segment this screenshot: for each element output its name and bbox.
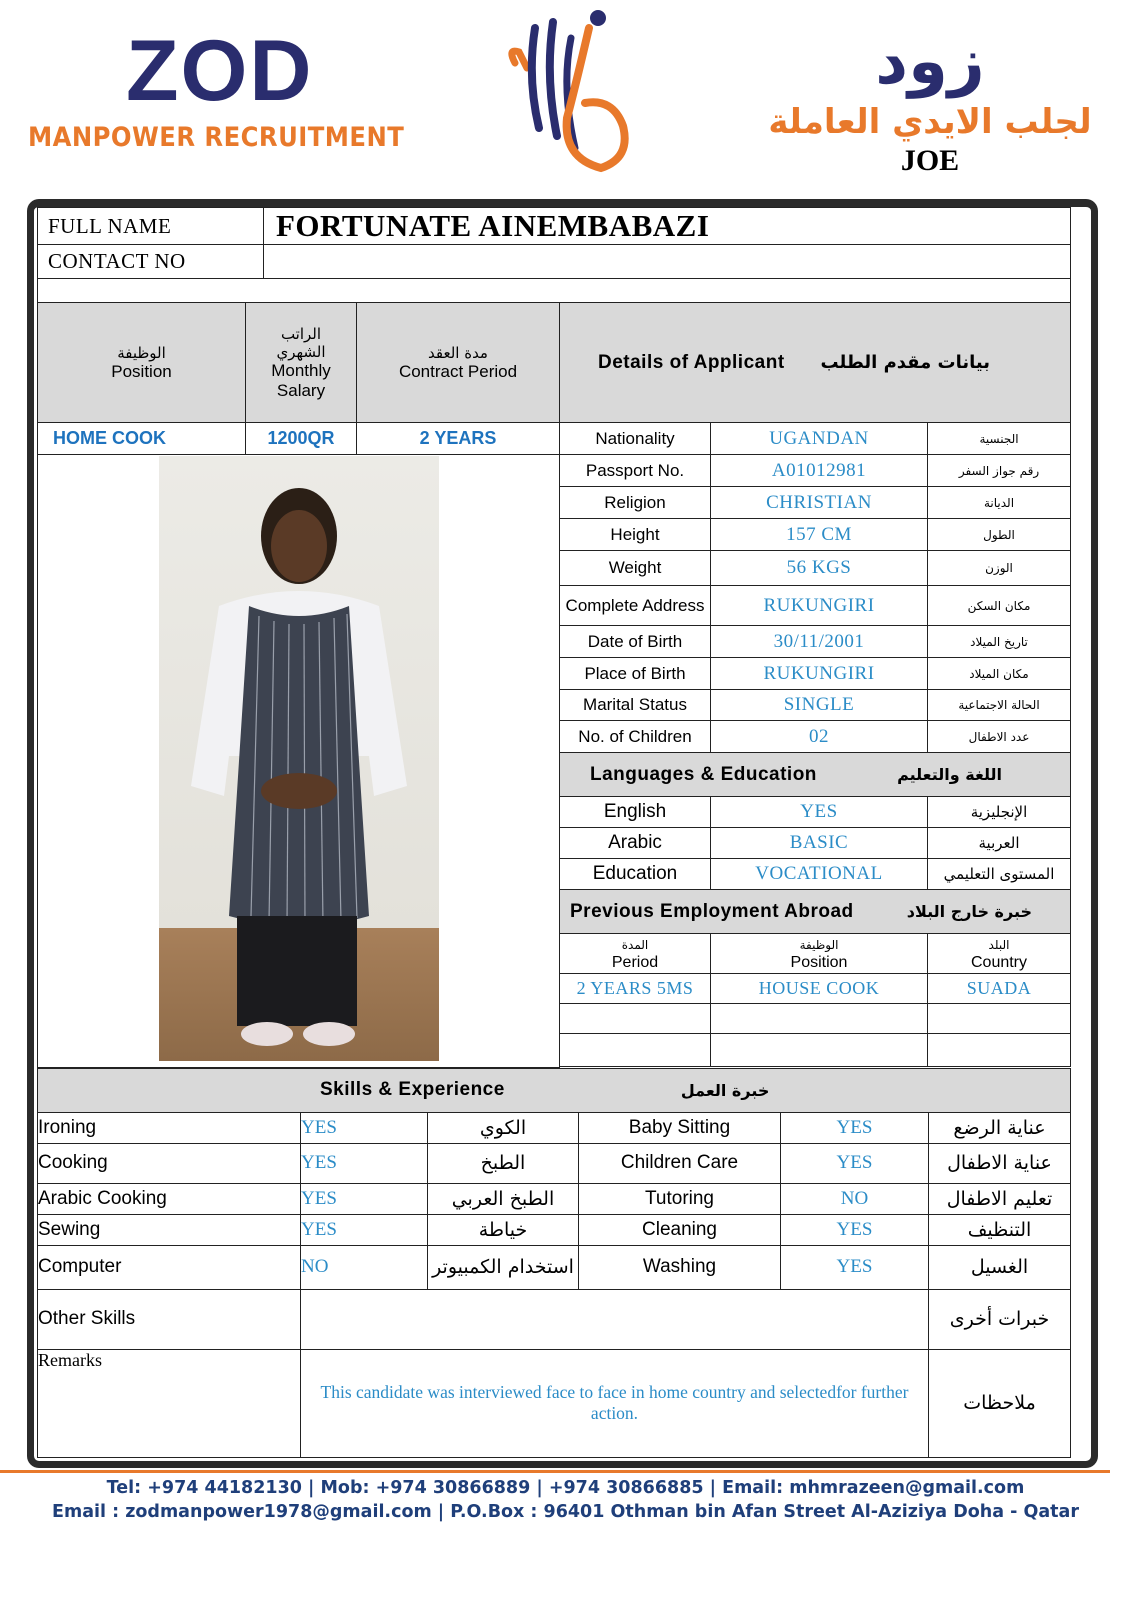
full-name-value: FORTUNATE AINEMBABAZI (264, 208, 1071, 245)
skill-label: Cooking (38, 1143, 301, 1183)
detail-value: SINGLE (711, 690, 928, 721)
detail-label: Passport No. (560, 455, 711, 487)
detail-label: No. of Children (560, 721, 711, 753)
skill-label: Ironing (38, 1112, 301, 1143)
skill-value: YES (301, 1183, 428, 1214)
brand-tagline-arabic: لجلب الايدي العاملة (768, 102, 1092, 142)
remarks-arabic: ملاحظات (929, 1349, 1071, 1457)
brand-tagline: MANPOWER RECRUITMENT (28, 122, 405, 153)
country-column-header: البلد Country (928, 934, 1071, 974)
brand-name-arabic: زود (875, 25, 985, 99)
skills-table (37, 1068, 1071, 1458)
empty-cell (560, 1034, 711, 1067)
skill-label: Arabic Cooking (38, 1183, 301, 1214)
skill-arabic: الكوي (428, 1112, 579, 1143)
detail-arabic: رقم جواز السفر (928, 455, 1071, 487)
detail-arabic: الطول (928, 519, 1071, 551)
detail-value: A01012981 (711, 455, 928, 487)
skill-arabic: تعليم الاطفال (929, 1183, 1071, 1214)
skill-arabic: الطبخ العربي (428, 1183, 579, 1214)
education-arabic: المستوى التعليمي (928, 859, 1071, 890)
applicant-photo (159, 456, 439, 1061)
language-label: Arabic (560, 828, 711, 859)
contract-value: 2 YEARS (357, 423, 560, 455)
detail-value: RUKUNGIRI (711, 586, 928, 626)
language-value: YES (711, 797, 928, 828)
skill-value: YES (781, 1112, 929, 1143)
empty-cell (560, 1004, 711, 1034)
skill-arabic: الغسيل (929, 1245, 1071, 1289)
language-arabic: العربية (928, 828, 1071, 859)
skill-value: NO (781, 1183, 929, 1214)
skill-label: Baby Sitting (579, 1112, 781, 1143)
brand-name: ZOD (126, 23, 314, 119)
detail-arabic: مكان السكن (928, 586, 1071, 626)
education-value: VOCATIONAL (711, 859, 928, 890)
contract-header: مدة العقد Contract Period (357, 303, 560, 423)
detail-arabic: الحالة الاجتماعية (928, 690, 1071, 721)
employment-country: SUADA (928, 974, 1071, 1004)
remarks-label: Remarks (38, 1349, 301, 1457)
language-arabic: الإنجليزية (928, 797, 1071, 828)
skill-value: YES (781, 1143, 929, 1183)
skill-label: Tutoring (579, 1183, 781, 1214)
skill-label: Children Care (579, 1143, 781, 1183)
cv-sheet (37, 207, 1071, 1459)
detail-value: CHRISTIAN (711, 487, 928, 519)
applicant-details-header: Details of Applicant بيانات مقدم الطلب (560, 303, 1071, 423)
position-column-header: الوظيفة Position (711, 934, 928, 974)
main-table (37, 302, 1071, 1068)
detail-value: UGANDAN (711, 423, 928, 455)
skill-label: Sewing (38, 1214, 301, 1245)
salary-header: الراتب الشهري Monthly Salary (246, 303, 357, 423)
company-logo-arabic (760, 22, 1100, 178)
detail-label: Nationality (560, 423, 711, 455)
detail-value: 02 (711, 721, 928, 753)
skill-value: YES (301, 1214, 428, 1245)
detail-label: Religion (560, 487, 711, 519)
empty-cell (711, 1004, 928, 1034)
detail-value: 157 CM (711, 519, 928, 551)
contact-value (264, 245, 1071, 279)
period-column-header: المدة Period (560, 934, 711, 974)
empty-cell (928, 1004, 1071, 1034)
employment-header: Previous Employment Abroad خبرة خارج البلاد (560, 890, 1071, 934)
language-label: English (560, 797, 711, 828)
skill-value: YES (781, 1214, 929, 1245)
contact-label: CONTACT NO (38, 245, 264, 279)
identity-table (37, 207, 1071, 279)
skill-label: Washing (579, 1245, 781, 1289)
empty-cell (711, 1034, 928, 1067)
languages-header: Languages & Education اللغة والتعليم (560, 753, 1071, 797)
detail-label: Complete Address (560, 586, 711, 626)
skill-arabic: عناية الاطفال (929, 1143, 1071, 1183)
detail-arabic: الجنسية (928, 423, 1071, 455)
skill-value: NO (301, 1245, 428, 1289)
skill-arabic: عناية الرضع (929, 1112, 1071, 1143)
skill-arabic: خياطة (428, 1214, 579, 1245)
detail-value: 56 KGS (711, 551, 928, 586)
skills-header: Skills & Experience خبرة العمل (38, 1068, 1071, 1112)
position-header: الوظيفة Position (38, 303, 246, 423)
employment-period: 2 YEARS 5MS (560, 974, 711, 1004)
detail-arabic: عدد الاطفال (928, 721, 1071, 753)
spacer (37, 279, 1071, 302)
empty-cell (928, 1034, 1071, 1067)
employment-position: HOUSE COOK (711, 974, 928, 1004)
other-skills-value (301, 1289, 929, 1349)
footer-divider (0, 1470, 1110, 1473)
detail-value: 30/11/2001 (711, 626, 928, 658)
salary-value: 1200QR (246, 423, 357, 455)
footer-address-line: Email : zodmanpower1978@gmail.com | P.O.Box : 96401 Othman bin Afan Street Al-Aziziya Doha - Qatar (52, 1502, 1079, 1522)
detail-arabic: الديانة (928, 487, 1071, 519)
company-logo-mark (505, 8, 635, 178)
education-label: Education (560, 859, 711, 890)
detail-label: Date of Birth (560, 626, 711, 658)
skill-arabic: التنظيف (929, 1214, 1071, 1245)
position-value: HOME COOK (38, 423, 246, 455)
detail-label: Marital Status (560, 690, 711, 721)
footer-contact-line: Tel: +974 44182130 | Mob: +974 30866889 | +974 30866885 | Email: mhmrazeen@gmail.com (106, 1478, 1025, 1498)
skill-value: YES (781, 1245, 929, 1289)
company-logo-english (28, 23, 408, 153)
detail-arabic: تاريخ الميلاد (928, 626, 1071, 658)
detail-arabic: الوزن (928, 551, 1071, 586)
skill-value: YES (301, 1112, 428, 1143)
detail-value: RUKUNGIRI (711, 658, 928, 690)
remarks-text: This candidate was interviewed face to face in home country and selectedfor further action. (301, 1349, 929, 1457)
detail-label: Weight (560, 551, 711, 586)
detail-label: Height (560, 519, 711, 551)
agent-code: JOE (900, 144, 960, 177)
skill-label: Computer (38, 1245, 301, 1289)
language-value: BASIC (711, 828, 928, 859)
other-skills-arabic: خبرات أخرى (929, 1289, 1071, 1349)
detail-arabic: مكان الميلاد (928, 658, 1071, 690)
skill-arabic: الطبخ (428, 1143, 579, 1183)
skill-label: Cleaning (579, 1214, 781, 1245)
detail-label: Place of Birth (560, 658, 711, 690)
skill-arabic: استخدام الكمبيوتر (428, 1245, 579, 1289)
full-name-label: FULL NAME (38, 208, 264, 245)
applicant-photo-figure (159, 456, 439, 1061)
skill-value: YES (301, 1143, 428, 1183)
other-skills-label: Other Skills (38, 1289, 301, 1349)
photo-cell (38, 455, 560, 1068)
